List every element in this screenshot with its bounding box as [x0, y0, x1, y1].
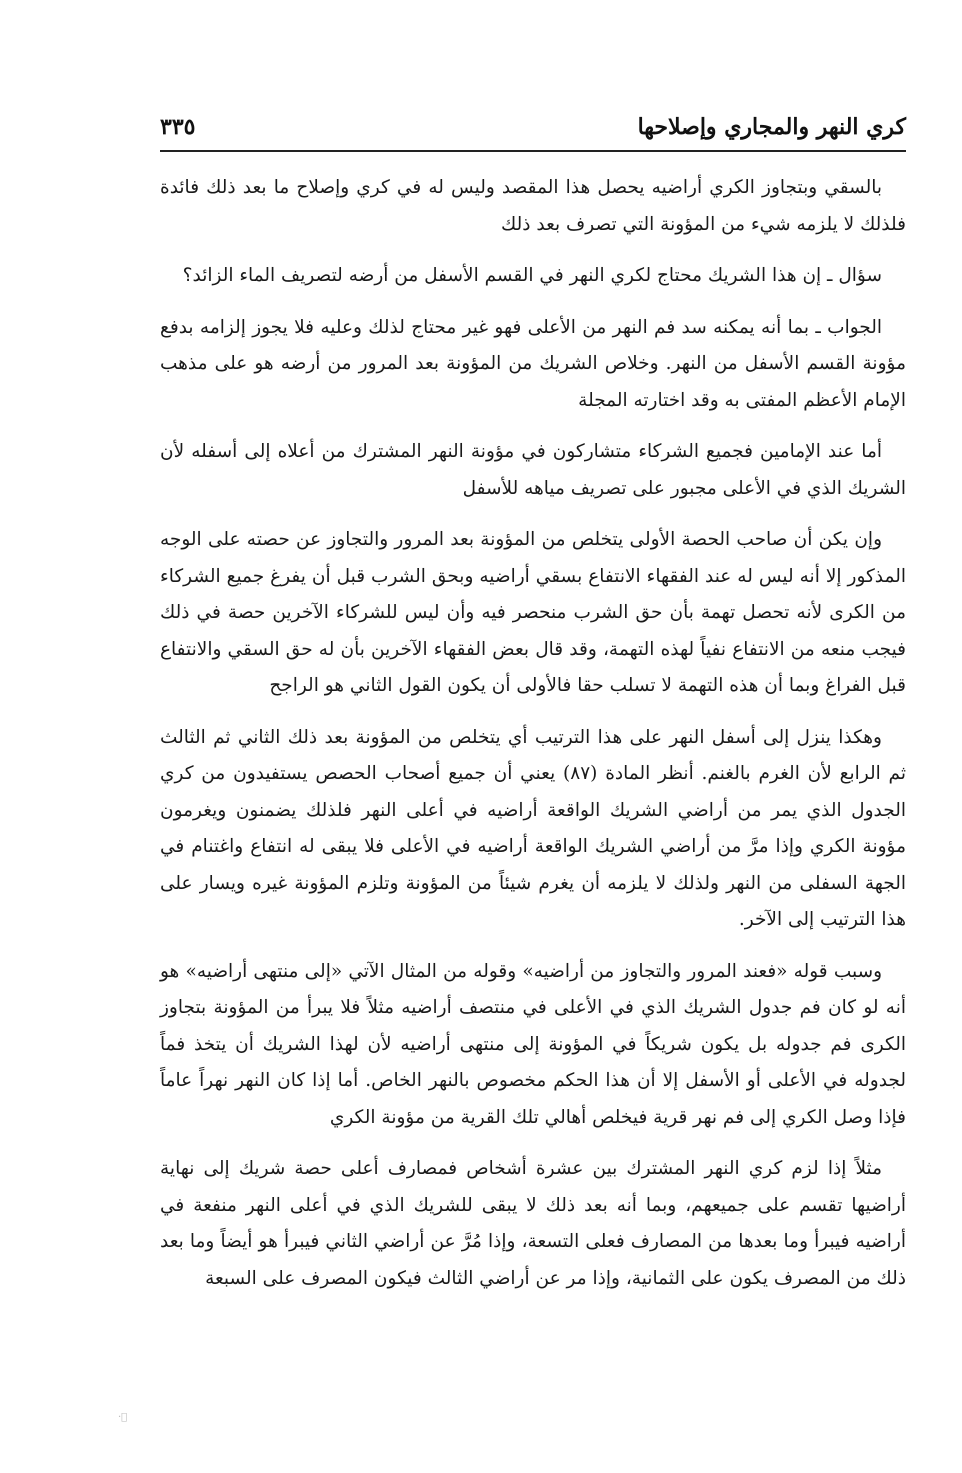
- page-number: ٣٣٥: [160, 114, 196, 140]
- body-text: [160, 170, 906, 1312]
- header-rule: [160, 150, 906, 152]
- running-title: كري النهر والمجاري وإصلاحها: [637, 114, 906, 140]
- paragraph: بالسقي وبتجاوز الكري أراضيه يحصل هذا المقصد وليس له في كري وإصلاح ما بعد ذلك فائدة فلذلك لا يلزمه شيء من المؤونة التي تصرف بعد ذلك: [160, 177, 906, 235]
- paragraph: الجواب ـ بما أنه يمكنه سد فم النهر من الأعلى فهو غير محتاج لذلك وعليه فلا يجوز إلزامه بدفع مؤونة القسم الأسفل من النهر. وخلاص الشريك من المؤونة بعد المرور من أرضه هو على مذهب الإمام الأعظم المفتى به وقد اختارته المجلة: [160, 316, 906, 411]
- paragraph: وسبب قوله «فعند المرور والتجاوز من أراضيه» وقوله من المثال الآتي «إلى منتهى أراضيه» هو أنه لو كان فم جدول الشريك الذي في الأعلى في منتصف أراضيه مثلاً فلا يبرأ من المؤونة بتجاوز الكرى فم جدوله بل يكون شريكاً في المؤونة إلى منتهى أراضيه لأن لهذا الشريك أن يتخذ فماً لجدوله في الأعلى أو الأسفل إلا أن هذا الحكم مخصوص بالنهر الخاص. أما إذا كان النهر نهراً عاماً فإذا وصل الكري إلى فم نهر قرية فيخلص أهالي تلك القرية من مؤونة الكري: [160, 960, 906, 1128]
- paragraph: سؤال ـ إن هذا الشريك محتاج لكري النهر في القسم الأسفل من أرضه لتصريف الماء الزائد؟: [182, 265, 882, 286]
- paragraph: أما عند الإمامين فجميع الشركاء متشاركون في مؤونة النهر المشترك من أعلاه إلى أسفله لأن الشريك الذي في الأعلى مجبور على تصريف مياهه للأسفل: [160, 441, 906, 499]
- paragraph: وهكذا ينزل إلى أسفل النهر على هذا الترتيب أي يتخلص من المؤونة بعد ذلك الثاني ثم الثالث ثم الرابع لأن الغرم بالغنم. أنظر المادة (٨٧) يعني أن جميع أصحاب الحصص يستفيدون من كري الجدول الذي يمر من أراضي الشريك الواقعة أراضيه في أعلى النهر فلذلك يضمنون ويغرمون مؤونة الكري وإذا مرَّ من أراضي الشريك الواقعة أراضيه في الأعلى فلا يبقى له انتفاع واغتنام في الجهة السفلى من النهر ولذلك لا يلزمه أن يغرم شيئاً من المؤونة وتلزم المؤونة غيره ويسار على هذا الترتيب إلى الآخر.: [160, 726, 907, 930]
- paragraph: وإن يكن أن صاحب الحصة الأولى يتخلص من المؤونة بعد المرور والتجاوز عن حصته على الوجه المذكور إلا أنه ليس له عند الفقهاء الانتفاع بسقي أراضيه وبحق الشرب قبل أن يفرغ جميع الشركاء من الكرى لأنه تحصل تهمة بأن حق الشرب منحصر فيه وأن ليس للشركاء الآخرين حصة في ذلك فيجب منعه من الانتفاع نفياً لهذه التهمة، وقد قال بعض الفقهاء الآخرين بأن له حق السقي والانتفاع قبل الفراغ وبما أن هذه التهمة لا تسلب حقا فالأولى أن يكون القول الثاني هو الراجح: [160, 529, 906, 696]
- scan-mark: ·ﾞ: [118, 1412, 128, 1423]
- paragraph: مثلاً إذا لزم كري النهر المشترك بين عشرة أشخاص فمصارف أعلى حصة شريك إلى نهاية أراضيها تقسم على جميعهم، وبما أنه بعد ذلك لا يبقى للشريك الذي في أعلى النهر منفعة في أراضيه فيبرأ وما بعدها من المصارف فعلى التسعة، وإذا مُرَّ عن أراضي الثاني فيبرأ هو أيضاً وما بعد ذلك من المصرف يكون على الثمانية، وإذا مر عن أراضي الثالث فيكون المصرف على السبعة: [160, 1158, 906, 1289]
- page-header: [160, 112, 906, 152]
